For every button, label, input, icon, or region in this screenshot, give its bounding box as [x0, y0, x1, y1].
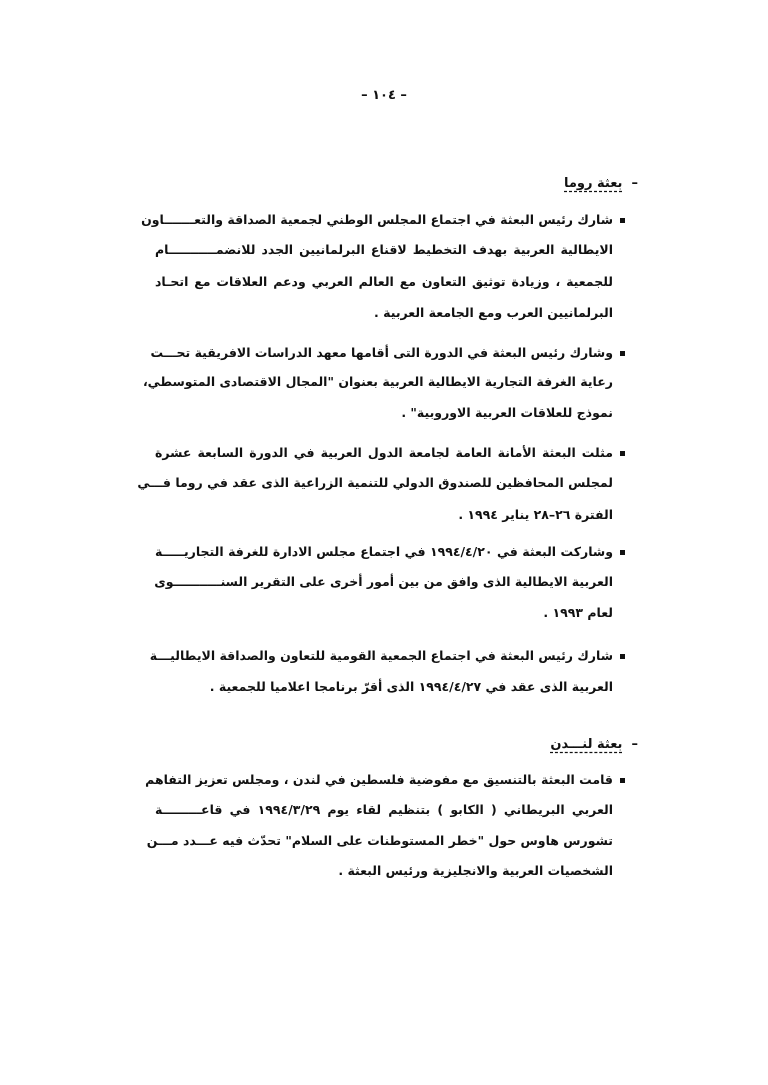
bullet-icon [620, 351, 625, 356]
dash: – [622, 737, 638, 752]
section-heading-text: بعثة لنـــدن [550, 737, 623, 752]
paragraph-line: العربية الذى عقد في ١٩٩٤/٤/٢٧ الذى أقرّ برنامجا اعلاميا للجمعية . [209, 679, 613, 694]
section-heading [550, 737, 638, 752]
paragraph-line: لعام ١٩٩٣ . [543, 605, 613, 620]
paragraph-line: الفترة ٢٦–٢٨ يناير ١٩٩٤ . [458, 507, 613, 522]
paragraph-line: للجمعية ، وزيادة توثيق التعاون مع العالم العربي ودعم العلاقات مع اتحـاد [155, 274, 613, 289]
paragraph-line: رعاية الغرفة التجارية الايطالية العربية بعنوان "المجال الاقتصادى المتوسطي، [142, 374, 613, 389]
bullet-icon [620, 451, 625, 456]
page-number: – ١٠٤ – [361, 88, 407, 103]
paragraph-line: نموذج للعلاقات العربية الاوروبية" . [401, 405, 613, 420]
paragraph-line: شارك رئيس البعثة في اجتماع الجمعية القومية للتعاون والصداقة الايطاليـــة [149, 648, 613, 663]
bullet-icon [620, 218, 625, 223]
bullet-icon [620, 654, 625, 659]
section-heading-text: بعثة روما [564, 176, 623, 191]
dash: – [622, 176, 638, 191]
paragraph-line: قامت البعثة بالتنسيق مع مفوضية فلسطين في لندن ، ومجلس تعزيز التفاهم [145, 772, 613, 787]
paragraph-line: وشاركت البعثة في ١٩٩٤/٤/٢٠ في اجتماع مجلس الادارة للغرفة التجاريـــــة [155, 544, 613, 559]
paragraph-line: مثلت البعثة الأمانة العامة لجامعة الدول العربية في الدورة السابعة عشرة [155, 445, 613, 460]
bullet-icon [620, 778, 625, 783]
paragraph-line: الشخصيات العربية والانجليزية ورئيس البعثة . [338, 863, 613, 878]
section-heading [564, 176, 638, 191]
bullet-icon [620, 550, 625, 555]
paragraph-line: لمجلس المحافظين للصندوق الدولي للتنمية الزراعية الذى عقد في روما فـــي [137, 475, 613, 490]
paragraph-line: وشارك رئيس البعثة في الدورة التى أقامها معهد الدراسات الافريقية تحـــت [150, 345, 613, 360]
paragraph-line: العربي البريطاني ( الكابو ) بتنظيم لقاء يوم ١٩٩٤/٣/٢٩ في قاعـــــــــة [155, 802, 613, 817]
paragraph-line: العربية الايطالية الذى وافق من بين أمور أخرى على التقرير السنـــــــــــوى [154, 574, 613, 589]
paragraph-line: البرلمانيين العرب ومع الجامعة العربية . [374, 305, 613, 320]
paragraph-line: تشورس هاوس حول "خطر المستوطنات على السلام" تحدّث فيه عـــدد مـــن [146, 833, 613, 848]
paragraph-line: الايطالية العربية بهدف التخطيط لاقناع البرلمانيين الجدد للانضمـــــــــــام [155, 242, 613, 257]
paragraph-line: شارك رئيس البعثة في اجتماع المجلس الوطني لجمعية الصداقة والتعـــــــاون [141, 212, 613, 227]
